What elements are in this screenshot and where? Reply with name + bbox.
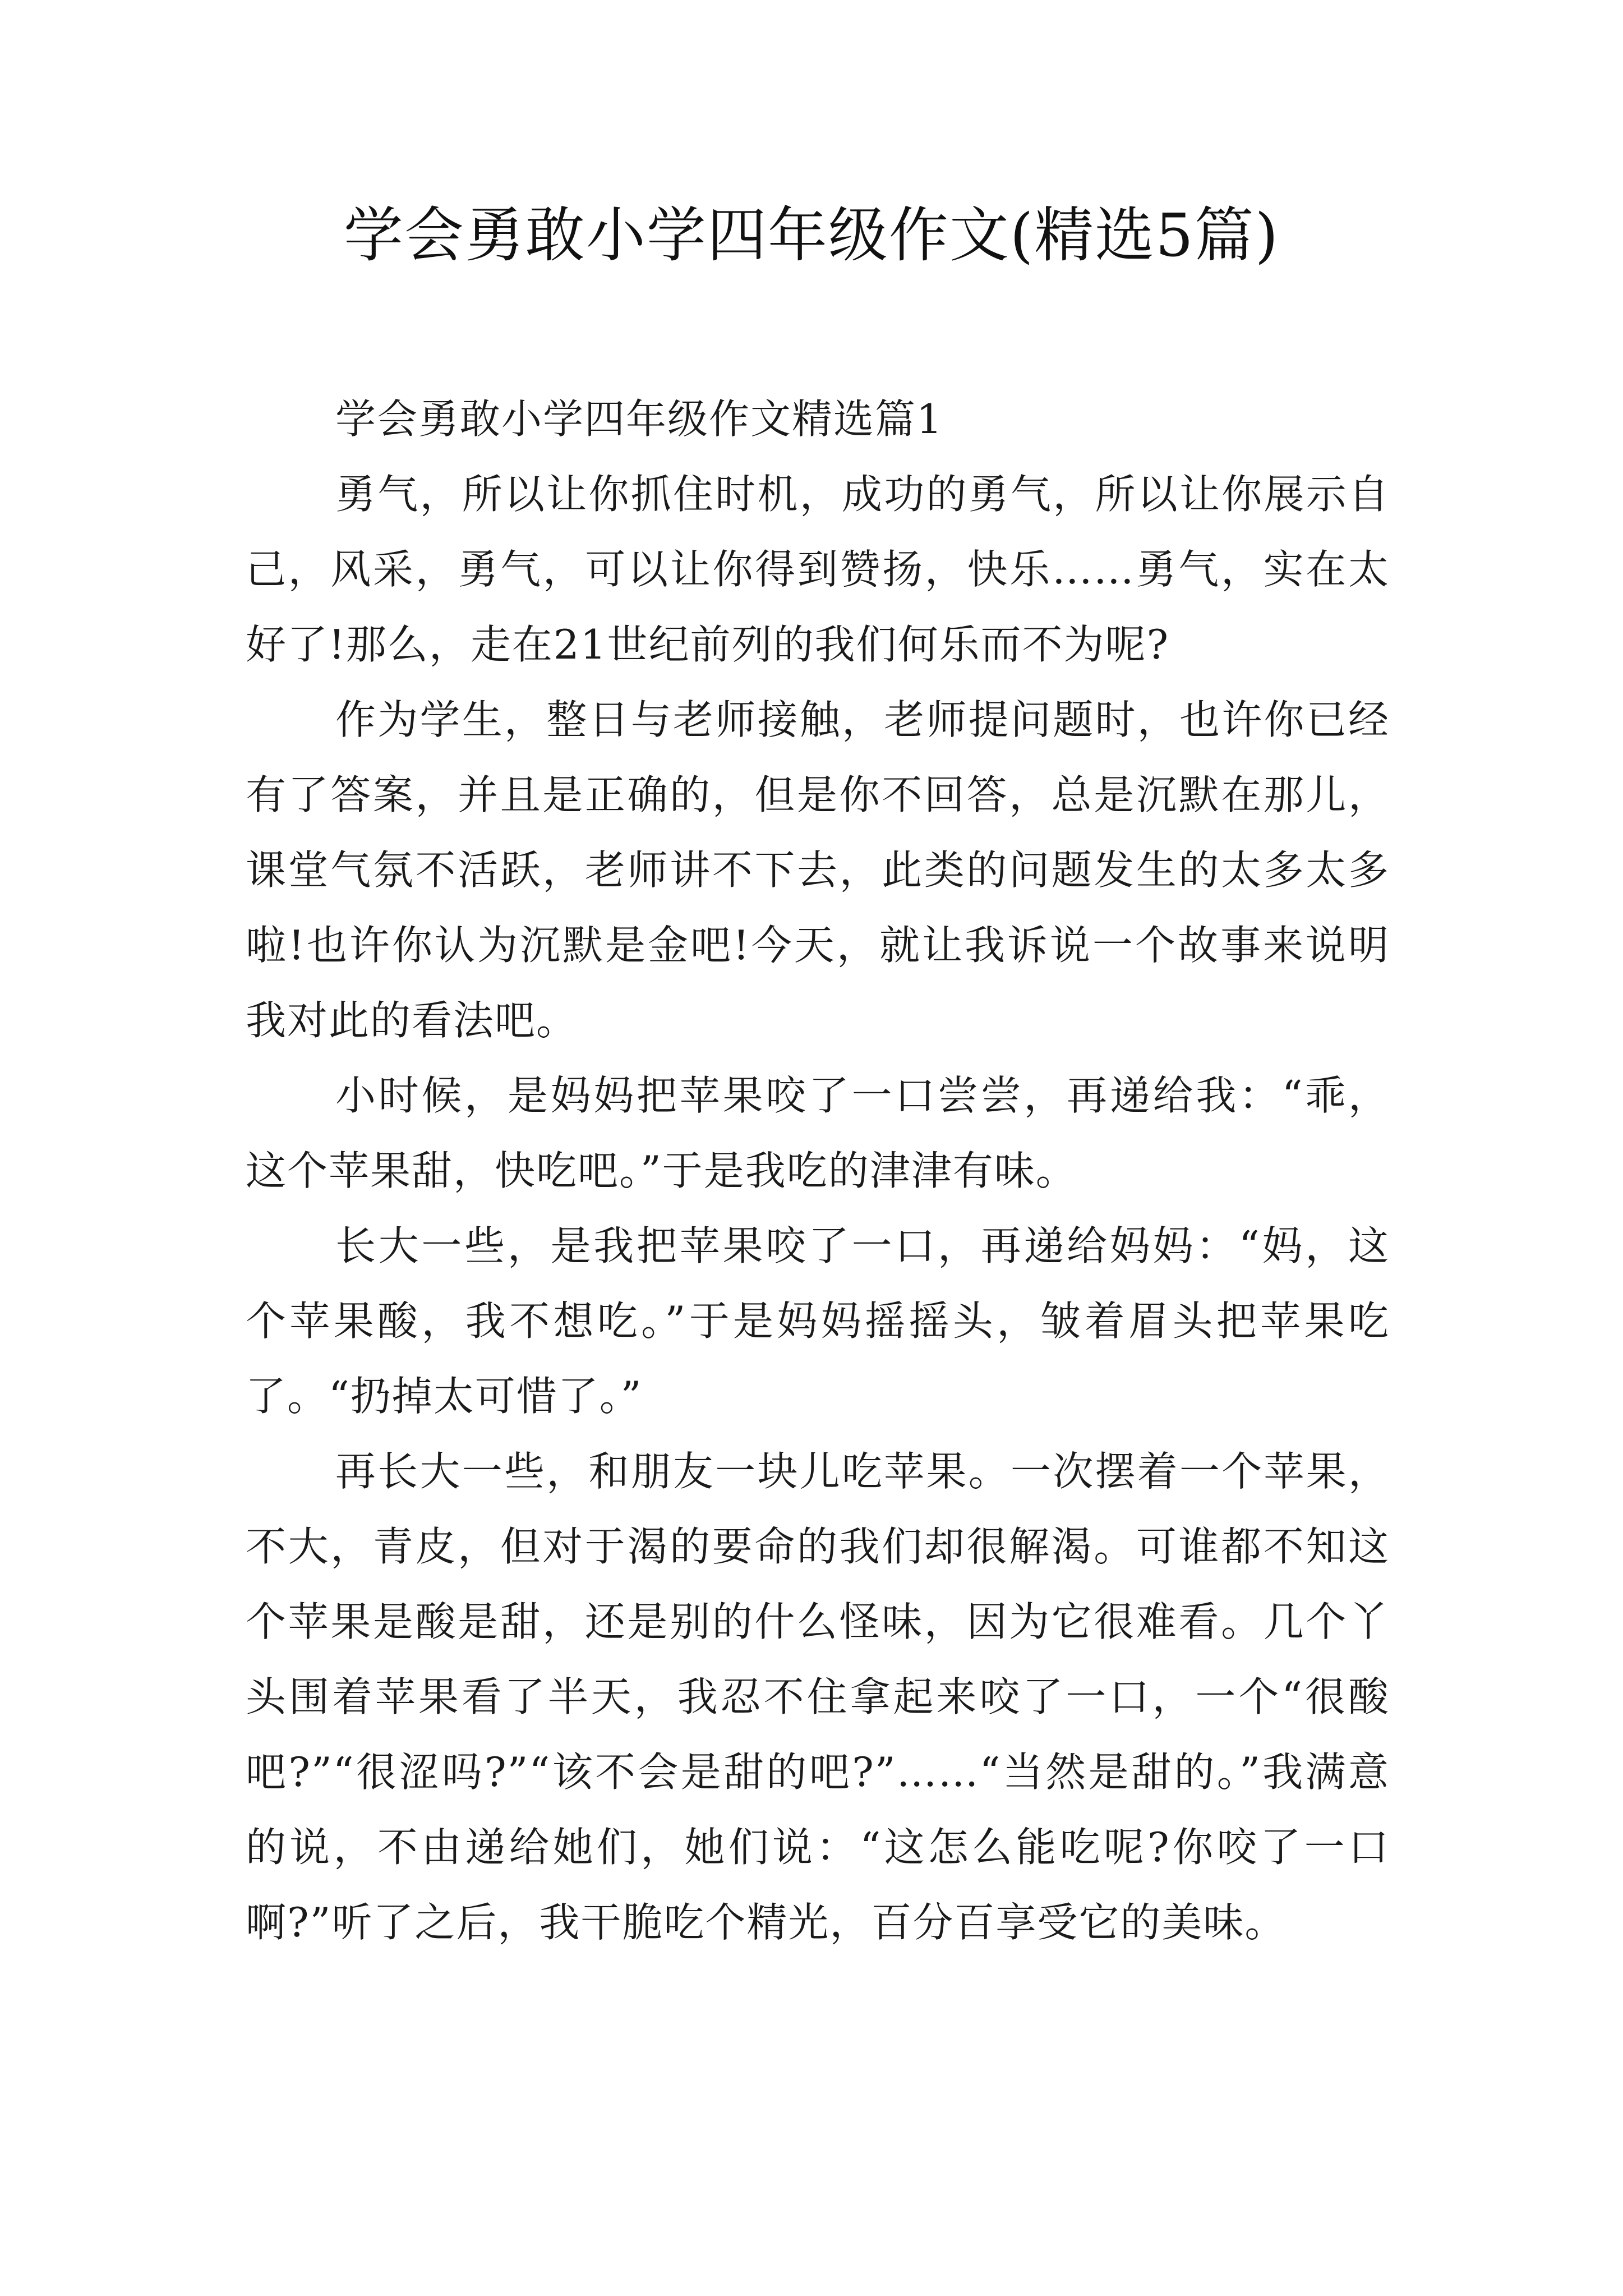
paragraph-2: 作为学生，整日与老师接触，老师提问题时，也许你已经有了答案，并且是正确的，但是你不回答，总是沉默在那儿，课堂气氛不活跃，老师讲不下去，此类的问题发生的太多太多啦!也许你认为沉默是金吧!今天，就让我诉说一个故事来说明我对此的看法吧。 [246, 696, 1390, 1044]
paragraph-3: 小时候，是妈妈把苹果咬了一口尝尝，再递给我：“乖，这个苹果甜，快吃吧。”于是我吃的津津有味。 [246, 1072, 1390, 1194]
paragraph-5: 再长大一些，和朋友一块儿吃苹果。一次摆着一个苹果，不大，青皮，但对于渴的要命的我们却很解渴。可谁都不知这个苹果是酸是甜，还是别的什么怪味，因为它很难看。几个丫头围着苹果看了半天，我忍不住拿起来咬了一口，一个“很酸吧?”“很涩吗?”“该不会是甜的吧?”……“当然是甜的。”我满意的说，不由递给她们，她们说：“这怎么能吃呢?你咬了一口啊?”听了之后，我干脆吃个精光，百分百享受它的美味。 [246, 1448, 1390, 1946]
paragraph-1: 勇气，所以让你抓住时机，成功的勇气，所以让你展示自己，风采，勇气，可以让你得到赞扬，快乐……勇气，实在太好了!那么，走在21世纪前列的我们何乐而不为呢? [246, 471, 1390, 668]
article-body [246, 381, 1390, 1960]
section-heading: 学会勇敢小学四年级作文精选篇1 [335, 395, 943, 443]
paragraph-4: 长大一些，是我把苹果咬了一口，再递给妈妈：“妈，这个苹果酸，我不想吃。”于是妈妈摇摇头，皱着眉头把苹果吃了。“扔掉太可惜了。” [246, 1222, 1390, 1420]
document-title: 学会勇敢小学四年级作文(精选5篇) [343, 201, 1280, 270]
